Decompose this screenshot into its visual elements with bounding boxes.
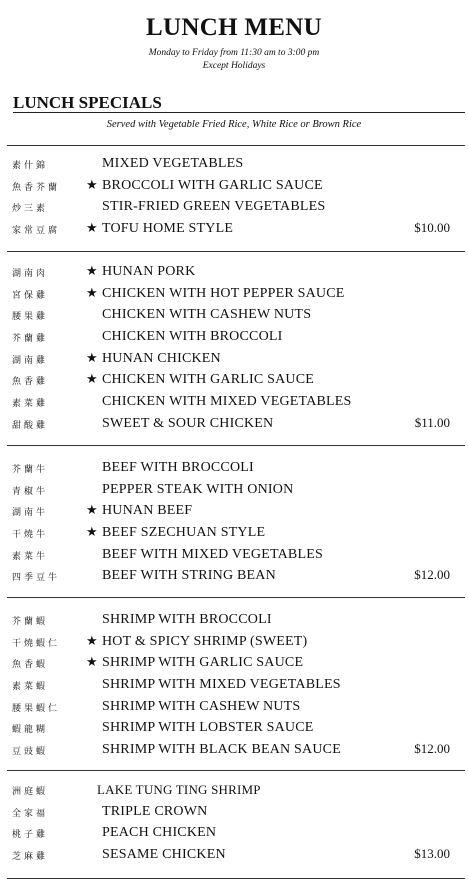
spicy-star-icon: ★ <box>86 633 98 649</box>
menu-item <box>0 823 468 845</box>
item-name: CHICKEN WITH GARLIC SAUCE <box>102 372 315 388</box>
section-title: LUNCH SPECIALS <box>13 93 162 112</box>
menu-item <box>0 632 468 654</box>
item-chinese-name: 豆豉蝦 <box>12 747 49 758</box>
menu-item <box>0 480 468 502</box>
menu-item <box>0 718 468 740</box>
menu-item <box>0 197 468 219</box>
item-name: BEEF WITH BROCCOLI <box>102 460 254 475</box>
divider <box>7 878 465 879</box>
item-chinese-name: 桃子雞 <box>12 830 49 841</box>
item-name: HUNAN CHICKEN <box>102 350 221 366</box>
menu-item <box>0 154 468 176</box>
item-name: PEACH CHICKEN <box>102 825 217 841</box>
menu-group <box>0 262 468 436</box>
item-chinese-name: 芥蘭雞 <box>12 334 49 345</box>
divider <box>7 445 465 446</box>
menu-item <box>0 262 468 284</box>
item-chinese-name: 芝麻雞 <box>12 852 49 863</box>
item-chinese-name: 蝦龍糊 <box>12 725 49 736</box>
item-name: BEEF SZECHUAN STYLE <box>102 525 266 541</box>
item-name: STIR-FRIED GREEN VEGETABLES <box>102 199 326 215</box>
item-name: SWEET & SOUR CHICKEN <box>102 415 274 431</box>
item-chinese-name: 魚香雞 <box>12 377 49 388</box>
group-price: $12.00 <box>414 741 450 757</box>
item-chinese-name: 素菜蝦 <box>12 682 49 693</box>
holiday-note: Except Holidays <box>202 61 266 71</box>
item-name: TRIPLE CROWN <box>102 803 208 819</box>
group-price: $11.00 <box>414 414 450 430</box>
item-chinese-name: 宮保雞 <box>12 290 49 301</box>
menu-item <box>0 566 468 588</box>
menu-item <box>0 523 468 545</box>
menu-item <box>0 458 468 480</box>
spicy-star-icon: ★ <box>86 655 98 671</box>
item-name: BROCCOLI WITH GARLIC SAUCE <box>102 177 323 193</box>
item-name: SHRIMP WITH GARLIC SAUCE <box>102 655 304 671</box>
hours-text: Monday to Friday from 11:30 am to 3:00 pm <box>148 48 320 58</box>
item-name: HOT & SPICY SHRIMP (SWEET) <box>102 633 308 649</box>
item-name: SHRIMP WITH LOBSTER SAUCE <box>102 720 314 736</box>
menu-item <box>0 501 468 523</box>
spicy-star-icon: ★ <box>86 503 98 519</box>
item-chinese-name: 四季豆牛 <box>12 573 61 584</box>
item-name: CHICKEN WITH BROCCOLI <box>102 329 283 345</box>
menu-group <box>0 610 468 762</box>
menu-item <box>0 610 468 632</box>
item-name: SHRIMP WITH BROCCOLI <box>102 612 272 627</box>
item-chinese-name: 魚香芥蘭 <box>12 182 61 193</box>
item-chinese-name: 洲庭蝦 <box>12 787 49 797</box>
item-chinese-name: 腰果雞 <box>12 312 49 323</box>
item-name: PEPPER STEAK WITH ONION <box>102 481 294 497</box>
item-chinese-name: 魚香蝦 <box>12 660 49 671</box>
item-chinese-name: 素菜牛 <box>12 551 49 562</box>
menu-item <box>0 740 468 762</box>
menu-group <box>0 154 468 241</box>
item-chinese-name: 干燒蝦仁 <box>12 638 61 649</box>
item-chinese-name: 湖南牛 <box>12 508 49 519</box>
item-chinese-name: 甜酸雞 <box>12 420 49 431</box>
spicy-star-icon: ★ <box>86 350 98 366</box>
item-chinese-name: 青椒牛 <box>12 486 49 497</box>
item-name: CHICKEN WITH CASHEW NUTS <box>102 307 312 323</box>
item-chinese-name: 湖南肉 <box>12 269 49 279</box>
divider <box>7 251 465 252</box>
divider <box>7 597 465 598</box>
menu-item <box>0 305 468 327</box>
menu-group <box>0 458 468 588</box>
served-with-note: Served with Vegetable Fried Rice, White Rice or Brown Rice <box>106 119 362 130</box>
item-chinese-name: 全家福 <box>12 808 49 819</box>
menu-item <box>0 845 468 867</box>
menu-item <box>0 414 468 436</box>
item-name: MIXED VEGETABLES <box>102 156 244 171</box>
menu-group <box>0 780 468 867</box>
item-name: SHRIMP WITH CASHEW NUTS <box>102 698 301 714</box>
item-chinese-name: 湖南雞 <box>12 355 49 366</box>
menu-item <box>0 284 468 306</box>
menu-item <box>0 802 468 824</box>
section-underline <box>13 112 465 113</box>
item-name: SHRIMP WITH BLACK BEAN SAUCE <box>102 742 341 758</box>
spicy-star-icon: ★ <box>86 525 98 541</box>
menu-item <box>0 653 468 675</box>
item-chinese-name: 芥蘭蝦 <box>12 617 49 627</box>
item-chinese-name: 干燒牛 <box>12 530 49 541</box>
item-chinese-name: 炒三素 <box>12 204 49 215</box>
page-title: LUNCH MENU <box>146 14 322 41</box>
item-name: HUNAN PORK <box>102 264 196 279</box>
item-name: TOFU HOME STYLE <box>102 221 234 237</box>
divider <box>7 770 465 771</box>
item-name: CHICKEN WITH HOT PEPPER SAUCE <box>102 285 345 301</box>
item-name: LAKE TUNG TING SHRIMP <box>97 782 261 797</box>
spicy-star-icon: ★ <box>86 264 98 279</box>
spicy-star-icon: ★ <box>86 285 98 301</box>
menu-item <box>0 675 468 697</box>
menu-item <box>0 327 468 349</box>
item-chinese-name: 芥蘭牛 <box>12 465 49 475</box>
menu-item <box>0 392 468 414</box>
item-name: CHICKEN WITH MIXED VEGETABLES <box>102 394 352 410</box>
item-name: SHRIMP WITH MIXED VEGETABLES <box>102 677 341 693</box>
menu-item <box>0 697 468 719</box>
item-name: BEEF WITH STRING BEAN <box>102 568 276 584</box>
item-name: BEEF WITH MIXED VEGETABLES <box>102 546 323 562</box>
menu-item <box>0 349 468 371</box>
item-name: SESAME CHICKEN <box>102 847 226 863</box>
menu-item <box>0 176 468 198</box>
menu-item <box>0 545 468 567</box>
spicy-star-icon: ★ <box>86 221 98 237</box>
group-price: $13.00 <box>414 846 450 862</box>
item-name: HUNAN BEEF <box>102 503 193 519</box>
item-chinese-name: 腰果蝦仁 <box>12 703 61 714</box>
divider <box>7 145 465 146</box>
group-price: $10.00 <box>414 220 450 236</box>
spicy-star-icon: ★ <box>86 177 98 193</box>
item-chinese-name: 素菜雞 <box>12 399 49 410</box>
menu-item <box>0 219 468 241</box>
spicy-star-icon: ★ <box>86 372 98 388</box>
group-price: $12.00 <box>414 567 450 583</box>
menu-item <box>0 780 468 802</box>
item-chinese-name: 家常豆腐 <box>12 226 61 237</box>
item-chinese-name: 素什錦 <box>12 161 49 171</box>
menu-item <box>0 370 468 392</box>
